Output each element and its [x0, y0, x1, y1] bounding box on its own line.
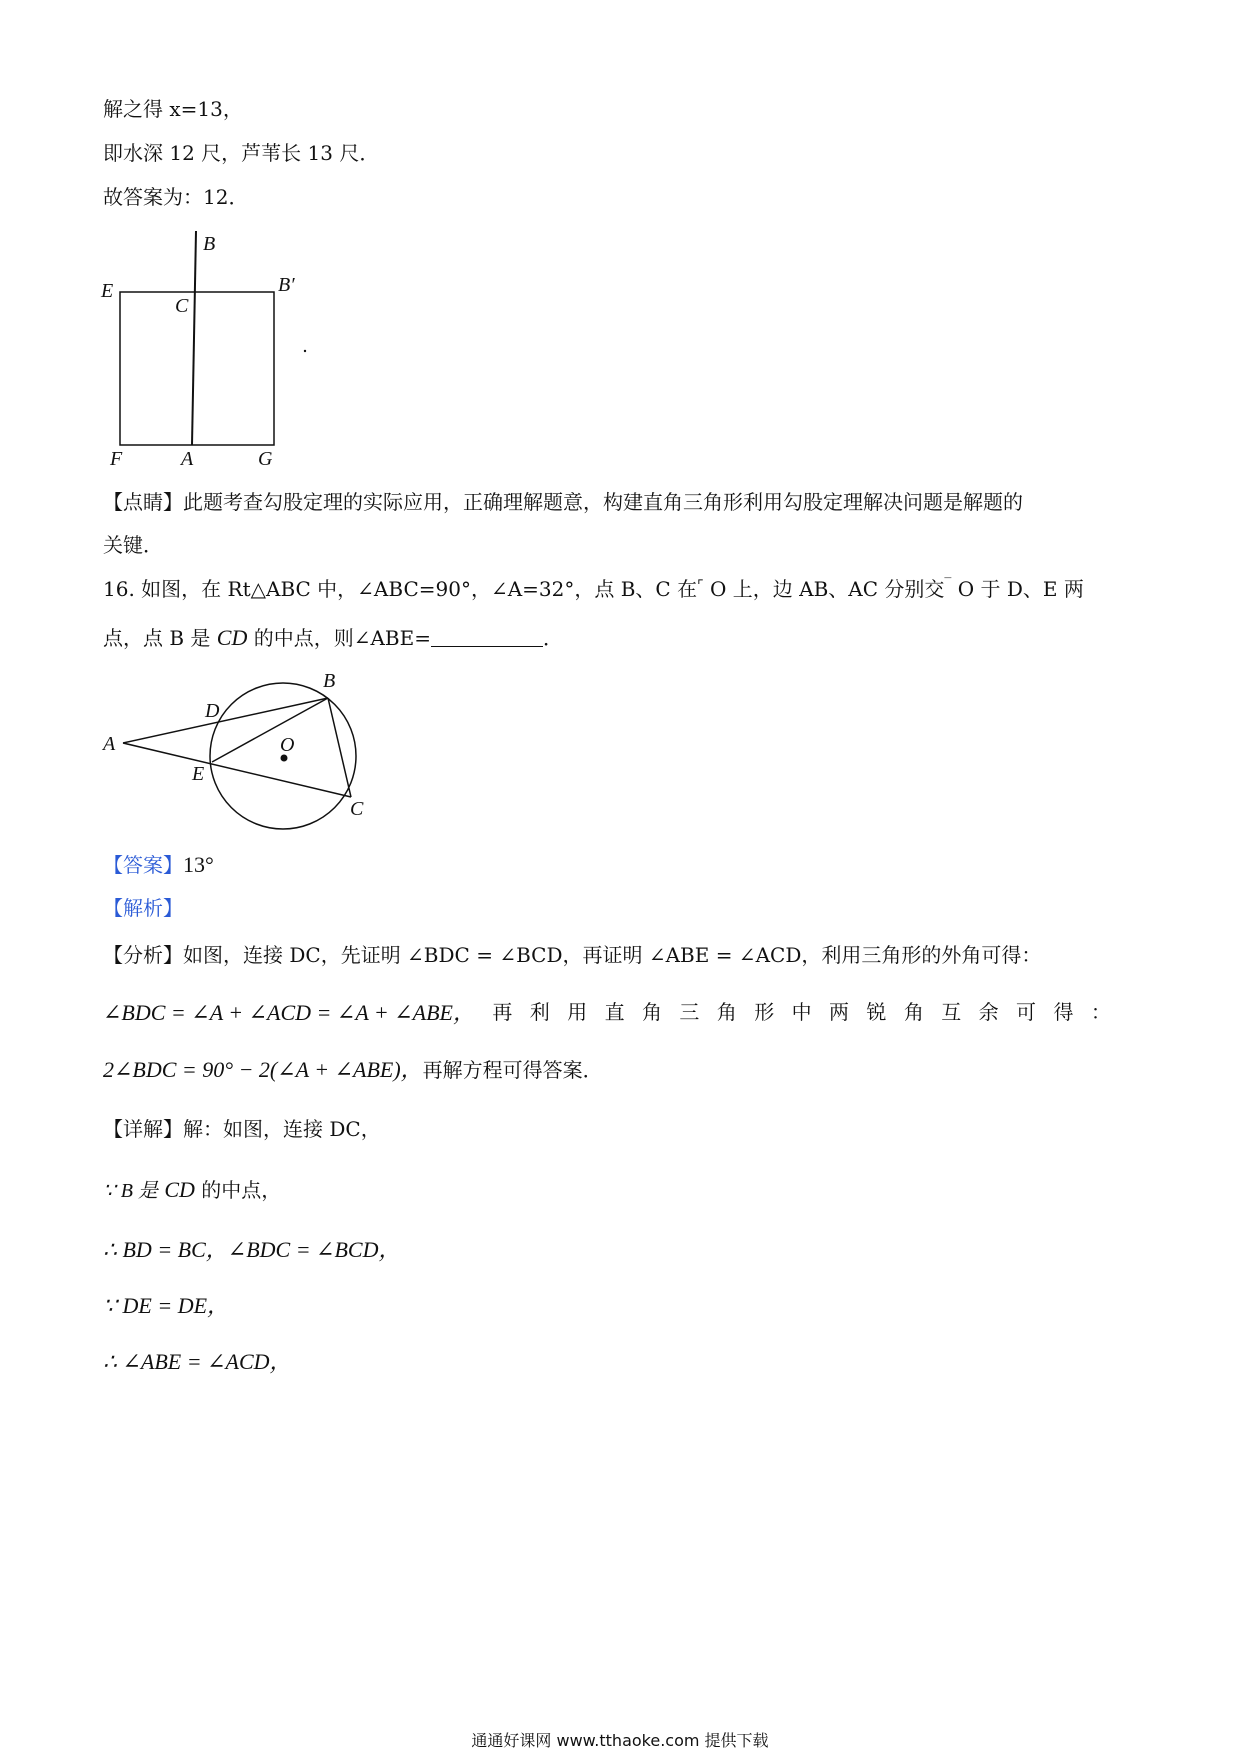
fenxi-word: 角	[641, 1000, 662, 1024]
fig2-label-b: B	[323, 670, 336, 692]
fenxi-word: ：	[1090, 1000, 1111, 1024]
q16-number: 16.	[103, 577, 135, 601]
label-f: F	[110, 448, 123, 470]
step-1-a: ∵ B 是	[103, 1180, 158, 1202]
q16-line-1	[103, 576, 1084, 601]
fenxi-text-1: 如图，连接 DC，先证明 ∠BDC = ∠BCD，再证明 ∠ABE = ∠ACD，利用三角形的外角可得：	[183, 943, 1042, 967]
fenxi-tag: 【分析】	[103, 943, 183, 967]
label-b: B	[203, 233, 216, 255]
solution-line-3: 故答案为：12．	[103, 185, 249, 209]
jiexi-tag: 【解析】	[103, 896, 183, 920]
step-3-a: ∵	[103, 1293, 117, 1318]
fenxi-word: 余	[978, 1000, 999, 1024]
fig2-label-e: E	[192, 763, 205, 785]
fig2-label-d: D	[205, 700, 220, 722]
step-3-b: =	[157, 1293, 173, 1318]
label-a: A	[181, 448, 194, 470]
step-3-arc2: DE	[177, 1293, 208, 1318]
fenxi-word: 三	[679, 1000, 700, 1024]
label-b-prime: B′	[278, 274, 295, 296]
q16-line-2	[103, 625, 563, 651]
fenxi-word: 可	[1016, 1000, 1037, 1024]
fenxi-math-3: 2∠BDC = 90° − 2(∠A + ∠ABE)，	[103, 1057, 423, 1082]
xiangjie-text: 解：如图，连接 DC，	[183, 1117, 381, 1141]
step-4: ∴ ∠ABE = ∠ACD，	[103, 1349, 292, 1374]
label-c: C	[175, 295, 189, 317]
fenxi-word: 再	[492, 1000, 513, 1024]
solution-line-2: 即水深 12 尺，芦苇长 13 尺．	[103, 141, 380, 165]
fenxi-word: 中	[791, 1000, 812, 1024]
q16-text-3: O 于 D、E 两	[957, 577, 1084, 601]
figure-reed-diagram	[95, 225, 325, 475]
fenxi-word: 用	[567, 1000, 588, 1024]
step-3-arc: DE	[122, 1293, 152, 1318]
fig2-label-a: A	[103, 733, 116, 755]
fenxi-word: 利	[529, 1000, 550, 1024]
dianjing-text-1: 此题考查勾股定理的实际应用，正确理解题意，构建直角三角形利用勾股定理解决问题是解题的	[183, 490, 1023, 514]
circle-symbol-2: ‾	[944, 576, 952, 592]
xiangjie-line	[103, 1117, 381, 1141]
q16-line2-c: ．	[542, 626, 563, 650]
fenxi-text-3: 再解方程可得答案．	[422, 1058, 603, 1082]
fenxi-word: 角	[716, 1000, 737, 1024]
fenxi-line-1	[103, 943, 1041, 967]
answer-value: 13°	[183, 852, 214, 877]
fenxi-word: 得	[1053, 1000, 1074, 1024]
fenxi-word: 形	[754, 1000, 775, 1024]
answer-line	[103, 852, 214, 878]
step-1-arc: CD	[164, 1177, 195, 1202]
solution-line-1: 解之得 x=13，	[103, 97, 243, 121]
fenxi-math-2: ∠BDC = ∠A + ∠ACD = ∠A + ∠ABE，	[103, 1000, 475, 1025]
step-1	[103, 1177, 281, 1203]
dianjing-tag: 【点睛】	[103, 490, 183, 514]
figure-circle-triangle	[95, 665, 385, 840]
fig2-label-c: C	[350, 798, 364, 820]
label-e: E	[101, 280, 114, 302]
fenxi-word: 两	[829, 1000, 850, 1024]
fenxi-word: 锐	[866, 1000, 887, 1024]
dianjing-line-1	[103, 490, 1023, 514]
q16-line2-b: 的中点，则∠ABE=	[253, 626, 431, 650]
dianjing-line-2: 关键．	[103, 533, 163, 557]
answer-blank	[431, 628, 543, 647]
fig2-label-o: O	[280, 734, 295, 756]
label-g: G	[258, 448, 273, 470]
fenxi-line-3	[103, 1057, 603, 1083]
arc-cd: CD	[216, 625, 248, 650]
fenxi-word: 直	[604, 1000, 625, 1024]
circle-symbol-1: ⌜	[697, 578, 704, 594]
q16-text-2: O 上，边 AB、AC 分别交	[710, 577, 945, 601]
q16-line2-a: 点，点 B 是	[103, 626, 211, 650]
page-footer: 通通好课网 www.tthaoke.com 提供下载	[471, 1731, 769, 1750]
step-2: ∴ BD = BC，∠BDC = ∠BCD，	[103, 1237, 401, 1262]
step-1-b: 的中点，	[201, 1178, 282, 1202]
answer-tag: 【答案】	[103, 853, 183, 877]
q16-text-1: 如图，在 Rt△ABC 中，∠ABC=90°，∠A=32°，点 B、C 在	[141, 577, 698, 601]
step-3	[103, 1293, 229, 1319]
xiangjie-tag: 【详解】	[103, 1117, 183, 1141]
step-3-c: ，	[207, 1293, 230, 1318]
fenxi-line-2	[103, 1000, 1111, 1026]
fenxi-word: 互	[941, 1000, 962, 1024]
fenxi-word: 角	[903, 1000, 924, 1024]
